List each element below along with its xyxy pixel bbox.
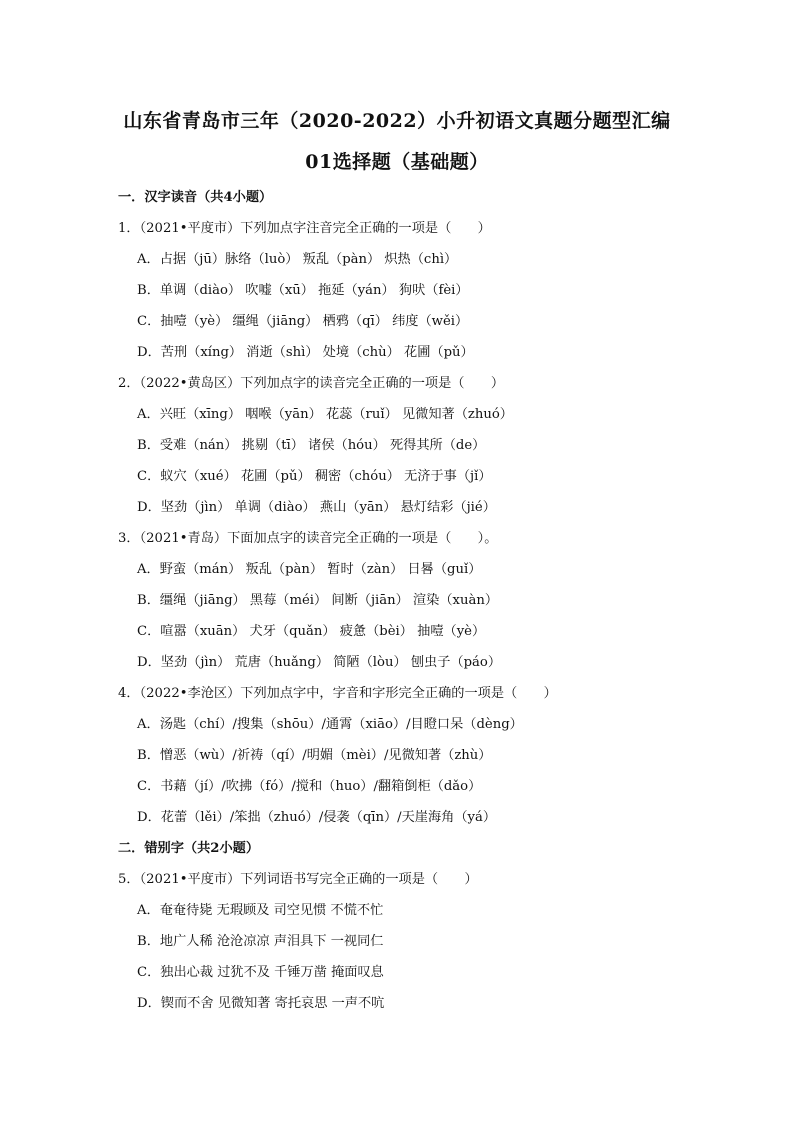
question-3 xyxy=(118,527,718,682)
document-content xyxy=(118,186,718,1023)
section-heading-typos: 二．错别字（共2小题） xyxy=(118,841,260,856)
question-5 xyxy=(118,868,718,1023)
option-c: C．喧嚣（xuān） 犬牙（quǎn） 疲惫（bèi） 抽噎（yè） xyxy=(137,624,486,639)
option-c: C．书藉（jí）/吹拂（fó）/搅和（huo）/翻箱倒柜（dǎo） xyxy=(137,779,482,794)
option-b: B．憎恶（wù）/祈祷（qí）/明媚（mèi）/见微知著（zhù） xyxy=(137,748,492,763)
option-a: A．兴旺（xīng） 咽喉（yān） 花蕊（ruǐ） 见微知著（zhuó） xyxy=(137,407,513,422)
option-d: D．坚劲（jìn） 单调（diào） 燕山（yān） 悬灯结彩（jié） xyxy=(137,500,496,515)
option-b: B．受难（nán） 挑剔（tī） 诸侯（hóu） 死得其所（de） xyxy=(137,438,486,453)
option-a: A．汤匙（chí）/搜集（shōu）/通霄（xiāo）/目瞪口呆（dèng） xyxy=(137,717,523,732)
option-d: D．锲而不舍 见微知著 寄托哀思 一声不吭 xyxy=(137,996,385,1011)
option-a: A．野蛮（mán） 叛乱（pàn） 暂时（zàn） 日晷（guǐ） xyxy=(137,562,482,577)
option-b: B．缰绳（jiāng） 黑莓（méi） 间断（jiān） 渲染（xuàn） xyxy=(137,593,499,608)
document-title: 山东省青岛市三年（2020-2022）小升初语文真题分题型汇编 xyxy=(123,110,671,132)
question-4 xyxy=(118,682,718,837)
option-d: D．花蕾（lěi）/笨拙（zhuó）/侵袭（qīn）/天崖海角（yá） xyxy=(137,810,497,825)
option-c: C．蚁穴（xué） 花圃（pǔ） 稠密（chóu） 无济于事（jǐ） xyxy=(137,469,492,484)
option-a: A．占据（jū）脉络（luò） 叛乱（pàn） 炽热（chì） xyxy=(137,252,458,267)
option-b: B．单调（diào） 吹嘘（xū） 拖延（yán） 狗吠（fèi） xyxy=(137,283,469,298)
question-stem: 2．（2022•黄岛区）下列加点字的读音完全正确的一项是（ ） xyxy=(118,376,505,391)
question-stem: 3．（2021•青岛）下面加点字的读音完全正确的一项是（ ）。 xyxy=(118,531,498,546)
option-a: A．奄奄待毙 无瑕顾及 司空见惯 不慌不忙 xyxy=(137,903,384,918)
question-stem: 1．（2021•平度市）下列加点字注音完全正确的一项是（ ） xyxy=(118,221,491,236)
question-1 xyxy=(118,217,718,372)
option-b: B．地广人稀 沧沧凉凉 声泪具下 一视同仁 xyxy=(137,934,384,949)
document-subtitle: 01选择题（基础题） xyxy=(305,151,489,173)
question-stem: 5．（2021•平度市）下列词语书写完全正确的一项是（ ） xyxy=(118,872,478,887)
question-stem: 4．（2022•李沧区）下列加点字中，字音和字形完全正确的一项是（ ） xyxy=(118,686,557,701)
option-c: C．独出心裁 过犹不及 千锤万凿 掩面叹息 xyxy=(137,965,384,980)
option-d: D．坚劲（jìn） 荒唐（huǎng） 简陋（lòu） 刨虫子（páo） xyxy=(137,655,502,670)
option-c: C．抽噎（yè） 缰绳（jiāng） 栖鸦（qī） 纬度（wěi） xyxy=(137,314,469,329)
section-heading-pronunciation: 一．汉字读音（共4小题） xyxy=(118,190,273,205)
option-d: D．苦刑（xíng） 消逝（shì） 处境（chù） 花圃（pǔ） xyxy=(137,345,474,360)
question-2 xyxy=(118,372,718,527)
